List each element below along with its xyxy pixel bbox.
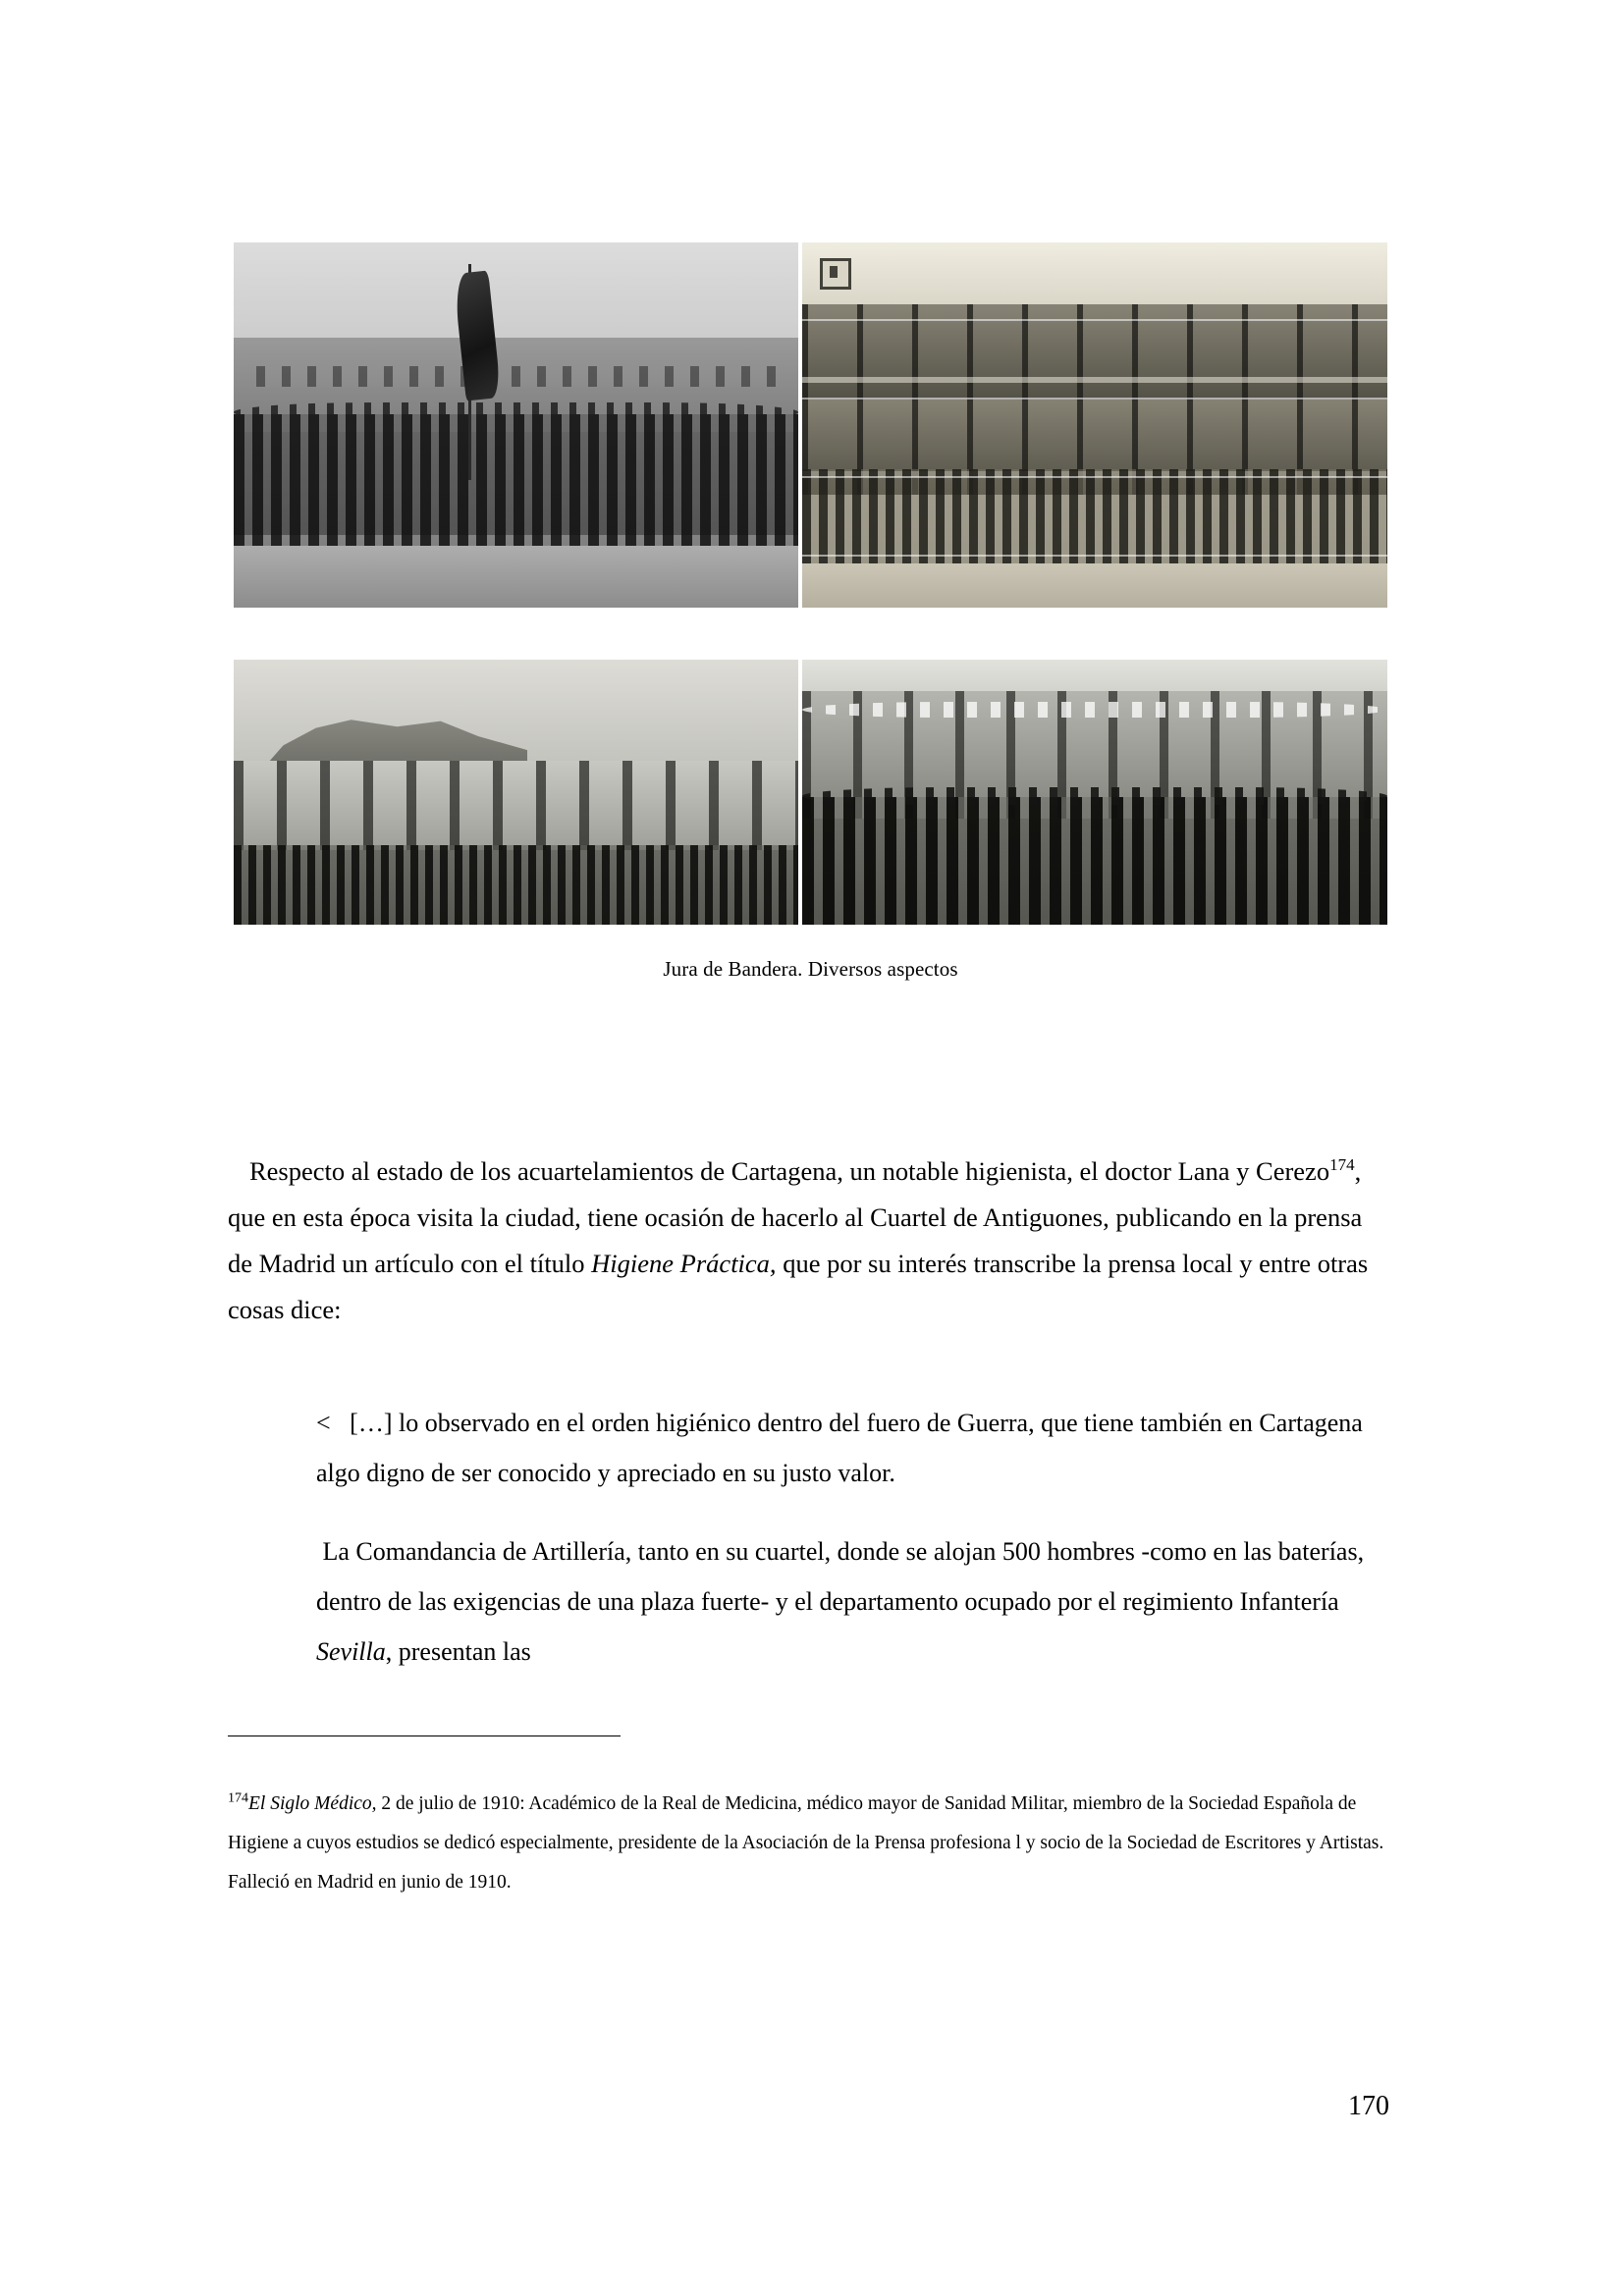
photo-row-top	[234, 242, 1387, 608]
paragraph-main-part-1: Respecto al estado de los acuartelamientos de Cartagena, un notable higienista, el doctor Lana y Cerezo	[249, 1156, 1330, 1186]
body-text	[228, 1148, 1386, 1338]
photo-troops-formation	[802, 660, 1387, 925]
figure-photo-group	[234, 242, 1387, 982]
footnote-reference-marker[interactable]: 174	[1329, 1155, 1355, 1175]
footnote-source-italic: El Siglo Médico,	[248, 1793, 377, 1814]
quote-paragraph-2	[316, 1527, 1386, 1677]
quote-paragraph-1	[316, 1399, 1386, 1498]
footnote-text: 2 de julio de 1910: Académico de la Real de Medicina, médico mayor de Sanidad Militar, miembro de la Sociedad Española de Higiene a cuyos estudios se dedicó especialmente, presidente de la Asociación de la Prensa profesiona l y socio de la Sociedad de Escritores y Artistas. Falleció en Madrid en junio de 1910.	[228, 1793, 1384, 1893]
photo-gallery-balconies	[802, 242, 1387, 608]
quote-paragraph-1-text: […] lo observado en el orden higiénico dentro del fuero de Guerra, que tiene también en Cartagena algo digno de ser conocido y apreciado en su justo valor.	[316, 1409, 1363, 1487]
quote-paragraph-2-part-1: La Comandancia de Artillería, tanto en su cuartel, donde se alojan 500 hombres -como en las baterías, dentro de las exigencias de una plaza fuerte- y el departamento ocupado por el regimiento Infantería	[316, 1537, 1365, 1617]
photo-courtyard-building	[234, 761, 798, 851]
photo-parade-crowd	[234, 414, 798, 546]
photo-troops-bunting	[802, 702, 1387, 718]
photo-parade-flag	[234, 242, 798, 608]
photo-parade-ground	[234, 535, 798, 608]
paragraph-main-italic-title: Higiene Práctica,	[591, 1249, 777, 1279]
page-number: 170	[1348, 2091, 1389, 2121]
photo-troops-ranks	[802, 797, 1387, 925]
photo-courtyard-arcade	[234, 761, 798, 851]
block-quote	[316, 1399, 1386, 1706]
photo-courtyard-hill	[234, 660, 798, 925]
quote-open-mark: <	[316, 1409, 331, 1437]
footnote	[228, 1785, 1386, 1902]
paragraph-main	[228, 1148, 1386, 1334]
quote-paragraph-2-italic: Sevilla	[316, 1636, 386, 1666]
paragraph-main-part-2: , que en esta época visita la ciudad, tiene ocasión de hacerlo al Cuartel de Antiguones, publicando en la prensa de Madrid un artículo con el título	[228, 1156, 1363, 1279]
photo-courtyard-troops	[234, 845, 798, 925]
footnote-separator-rule	[228, 1735, 621, 1736]
quote-paragraph-2-part-2: , presentan las	[385, 1636, 531, 1666]
figure-caption: Jura de Bandera. Diversos aspectos	[663, 957, 958, 981]
photo-gallery-scan-lines	[802, 242, 1387, 608]
paragraph-main-part-3: que por su interés transcribe la prensa local y entre otras cosas dice:	[228, 1249, 1369, 1325]
footnote-number: 174	[228, 1790, 248, 1806]
photo-row-bottom	[234, 660, 1387, 925]
